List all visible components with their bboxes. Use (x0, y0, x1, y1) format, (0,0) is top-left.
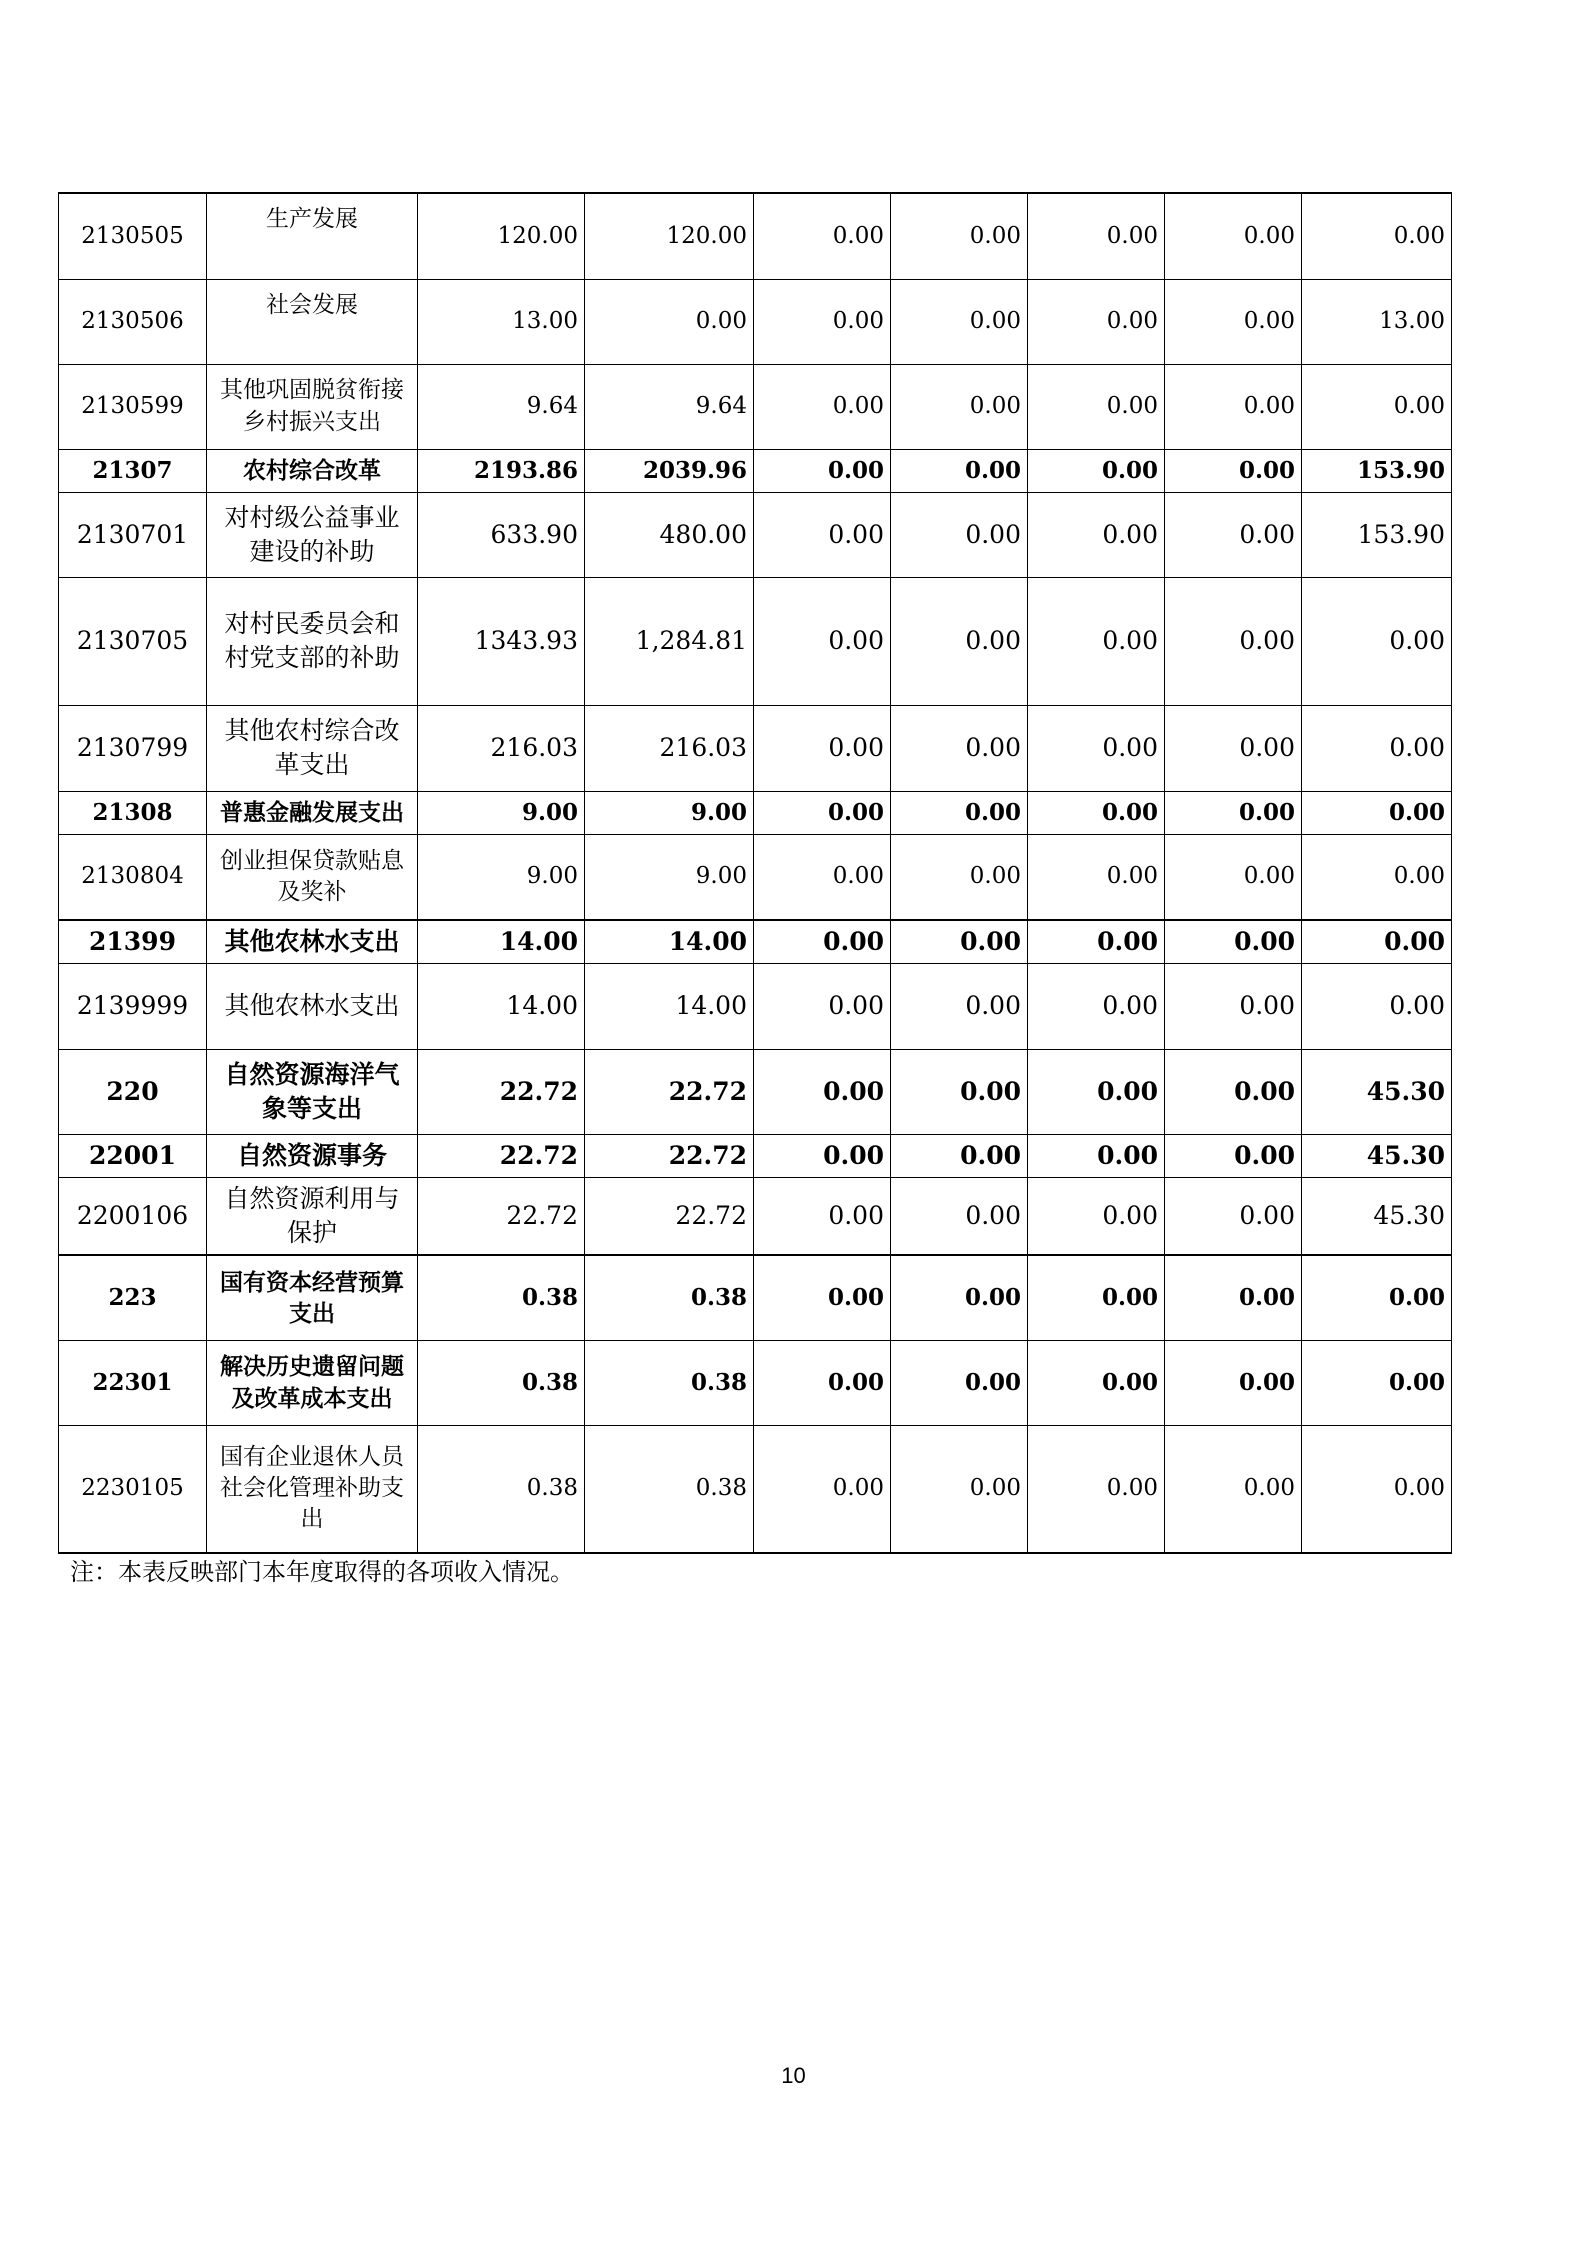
row-value: 0.00 (1165, 705, 1302, 791)
row-value: 14.00 (585, 963, 754, 1049)
row-value: 0.00 (891, 1425, 1028, 1553)
row-name: 自然资源海洋气象等支出 (207, 1049, 418, 1134)
row-code: 21308 (59, 791, 207, 834)
row-value: 9.00 (585, 834, 754, 920)
row-value: 0.00 (891, 492, 1028, 577)
row-value: 0.00 (1165, 963, 1302, 1049)
row-value: 0.00 (1165, 1049, 1302, 1134)
row-value: 0.00 (891, 1049, 1028, 1134)
row-value: 0.00 (754, 1255, 891, 1340)
row-code: 21399 (59, 920, 207, 963)
row-value: 0.00 (754, 920, 891, 963)
row-value: 0.00 (1165, 279, 1302, 364)
table-row (59, 1255, 1452, 1340)
row-value: 0.00 (1028, 577, 1165, 705)
row-value: 0.00 (1028, 920, 1165, 963)
row-value: 0.00 (1028, 1340, 1165, 1425)
row-code: 2130799 (59, 705, 207, 791)
row-value: 0.00 (1028, 1425, 1165, 1553)
row-value: 0.00 (1165, 577, 1302, 705)
row-value: 0.00 (891, 193, 1028, 279)
row-value: 0.00 (891, 364, 1028, 449)
row-value: 9.64 (418, 364, 585, 449)
row-value: 0.00 (1028, 1134, 1165, 1177)
row-code: 2230105 (59, 1425, 207, 1553)
row-value: 14.00 (418, 963, 585, 1049)
row-value: 0.00 (1028, 1255, 1165, 1340)
row-value: 120.00 (418, 193, 585, 279)
row-value: 22.72 (585, 1134, 754, 1177)
table-row (59, 1134, 1452, 1177)
row-value: 2039.96 (585, 449, 754, 492)
row-code: 223 (59, 1255, 207, 1340)
table-row (59, 492, 1452, 577)
row-value: 0.00 (754, 1425, 891, 1553)
row-value: 22.72 (585, 1049, 754, 1134)
row-value: 0.00 (1028, 279, 1165, 364)
row-value: 14.00 (418, 920, 585, 963)
row-value: 120.00 (585, 193, 754, 279)
row-value: 0.00 (1302, 364, 1452, 449)
row-name: 其他农林水支出 (207, 963, 418, 1049)
row-value: 0.00 (891, 1134, 1028, 1177)
row-value: 0.00 (1028, 963, 1165, 1049)
row-name: 农村综合改革 (207, 449, 418, 492)
row-value: 45.30 (1302, 1177, 1452, 1255)
row-code: 2130506 (59, 279, 207, 364)
row-value: 0.00 (1165, 193, 1302, 279)
row-value: 9.00 (418, 834, 585, 920)
row-value: 0.00 (754, 791, 891, 834)
row-value: 0.38 (585, 1340, 754, 1425)
table-row (59, 1340, 1452, 1425)
row-value: 0.00 (1302, 705, 1452, 791)
row-value: 0.00 (1165, 1134, 1302, 1177)
row-value: 22.72 (585, 1177, 754, 1255)
row-value: 14.00 (585, 920, 754, 963)
row-value: 0.00 (1165, 791, 1302, 834)
row-value: 633.90 (418, 492, 585, 577)
row-value: 0.00 (1302, 193, 1452, 279)
row-value: 0.00 (1028, 492, 1165, 577)
row-value: 0.00 (1028, 1049, 1165, 1134)
row-value: 0.00 (1028, 449, 1165, 492)
row-value: 0.00 (891, 963, 1028, 1049)
row-value: 0.00 (1302, 791, 1452, 834)
row-name: 创业担保贷款贴息及奖补 (207, 834, 418, 920)
table-row (59, 834, 1452, 920)
row-value: 0.38 (418, 1425, 585, 1553)
row-value: 0.00 (1028, 834, 1165, 920)
row-value: 0.00 (891, 705, 1028, 791)
row-value: 22.72 (418, 1049, 585, 1134)
row-value: 0.00 (1302, 920, 1452, 963)
row-value: 0.00 (1165, 449, 1302, 492)
row-value: 0.00 (1165, 834, 1302, 920)
row-value: 0.00 (1028, 705, 1165, 791)
row-name: 对村级公益事业建设的补助 (207, 492, 418, 577)
row-value: 480.00 (585, 492, 754, 577)
table-footnote: 注：本表反映部门本年度取得的各项收入情况。 (70, 1558, 574, 1586)
row-value: 0.00 (754, 577, 891, 705)
row-name: 国有企业退休人员社会化管理补助支出 (207, 1425, 418, 1553)
row-value: 0.00 (1165, 920, 1302, 963)
row-code: 2200106 (59, 1177, 207, 1255)
row-name: 其他农村综合改革支出 (207, 705, 418, 791)
row-value: 0.00 (754, 364, 891, 449)
row-value: 0.00 (891, 279, 1028, 364)
row-code: 2139999 (59, 963, 207, 1049)
row-value: 0.00 (754, 279, 891, 364)
row-value: 0.00 (754, 963, 891, 1049)
row-code: 22001 (59, 1134, 207, 1177)
row-value: 0.00 (891, 1255, 1028, 1340)
table-row (59, 364, 1452, 449)
row-value: 45.30 (1302, 1049, 1452, 1134)
row-value: 45.30 (1302, 1134, 1452, 1177)
row-value: 0.00 (891, 1340, 1028, 1425)
table-row (59, 279, 1452, 364)
row-value: 0.00 (754, 193, 891, 279)
row-value: 0.00 (754, 1049, 891, 1134)
row-value: 22.72 (418, 1177, 585, 1255)
row-value: 0.00 (1165, 1177, 1302, 1255)
row-name: 社会发展 (207, 279, 418, 364)
row-value: 0.00 (1302, 834, 1452, 920)
row-name: 普惠金融发展支出 (207, 791, 418, 834)
page-number: 10 (781, 2063, 806, 2088)
row-code: 2130599 (59, 364, 207, 449)
row-value: 9.00 (418, 791, 585, 834)
row-value: 216.03 (585, 705, 754, 791)
table-row (59, 1049, 1452, 1134)
row-value: 0.00 (891, 920, 1028, 963)
table-row (59, 577, 1452, 705)
row-name: 解决历史遗留问题及改革成本支出 (207, 1340, 418, 1425)
row-code: 21307 (59, 449, 207, 492)
row-value: 1343.93 (418, 577, 585, 705)
row-name: 生产发展 (207, 193, 418, 279)
row-value: 2193.86 (418, 449, 585, 492)
row-value: 0.00 (754, 705, 891, 791)
row-value: 0.38 (585, 1255, 754, 1340)
row-value: 0.00 (754, 1340, 891, 1425)
row-value: 0.00 (1302, 1425, 1452, 1553)
row-value: 13.00 (1302, 279, 1452, 364)
row-code: 220 (59, 1049, 207, 1134)
table-row (59, 963, 1452, 1049)
row-code: 2130701 (59, 492, 207, 577)
row-value: 9.00 (585, 791, 754, 834)
table-row (59, 1425, 1452, 1553)
table-row (59, 193, 1452, 279)
row-value: 0.00 (585, 279, 754, 364)
table-row (59, 449, 1452, 492)
row-value: 0.38 (418, 1340, 585, 1425)
row-value: 0.00 (891, 577, 1028, 705)
row-value: 0.00 (754, 449, 891, 492)
row-value: 0.00 (1165, 1425, 1302, 1553)
row-value: 0.00 (1165, 1340, 1302, 1425)
row-value: 0.00 (754, 492, 891, 577)
row-value: 0.00 (1028, 791, 1165, 834)
row-name: 其他农林水支出 (207, 920, 418, 963)
row-value: 13.00 (418, 279, 585, 364)
row-code: 2130705 (59, 577, 207, 705)
row-value: 0.38 (418, 1255, 585, 1340)
row-value: 0.00 (891, 1177, 1028, 1255)
row-value: 0.00 (1028, 364, 1165, 449)
row-value: 0.00 (1302, 577, 1452, 705)
row-value: 22.72 (418, 1134, 585, 1177)
row-name: 自然资源事务 (207, 1134, 418, 1177)
table-row (59, 791, 1452, 834)
table-row (59, 1177, 1452, 1255)
row-value: 153.90 (1302, 492, 1452, 577)
row-value: 0.00 (1165, 1255, 1302, 1340)
row-name: 自然资源利用与保护 (207, 1177, 418, 1255)
row-value: 0.00 (1302, 963, 1452, 1049)
row-value: 0.00 (1302, 1340, 1452, 1425)
row-value: 0.00 (754, 1177, 891, 1255)
row-value: 0.00 (1165, 492, 1302, 577)
row-value: 1,284.81 (585, 577, 754, 705)
table-row (59, 920, 1452, 963)
table-row (59, 705, 1452, 791)
row-code: 2130804 (59, 834, 207, 920)
row-value: 0.00 (754, 1134, 891, 1177)
row-name: 国有资本经营预算支出 (207, 1255, 418, 1340)
row-value: 0.00 (754, 834, 891, 920)
row-value: 9.64 (585, 364, 754, 449)
row-value: 0.00 (891, 791, 1028, 834)
row-code: 2130505 (59, 193, 207, 279)
row-value: 0.00 (1028, 1177, 1165, 1255)
row-value: 0.00 (891, 834, 1028, 920)
budget-table (58, 192, 1452, 1554)
row-value: 0.38 (585, 1425, 754, 1553)
row-name: 对村民委员会和村党支部的补助 (207, 577, 418, 705)
row-code: 22301 (59, 1340, 207, 1425)
row-value: 0.00 (891, 449, 1028, 492)
row-value: 216.03 (418, 705, 585, 791)
row-name: 其他巩固脱贫衔接乡村振兴支出 (207, 364, 418, 449)
row-value: 0.00 (1028, 193, 1165, 279)
row-value: 0.00 (1165, 364, 1302, 449)
row-value: 153.90 (1302, 449, 1452, 492)
row-value: 0.00 (1302, 1255, 1452, 1340)
